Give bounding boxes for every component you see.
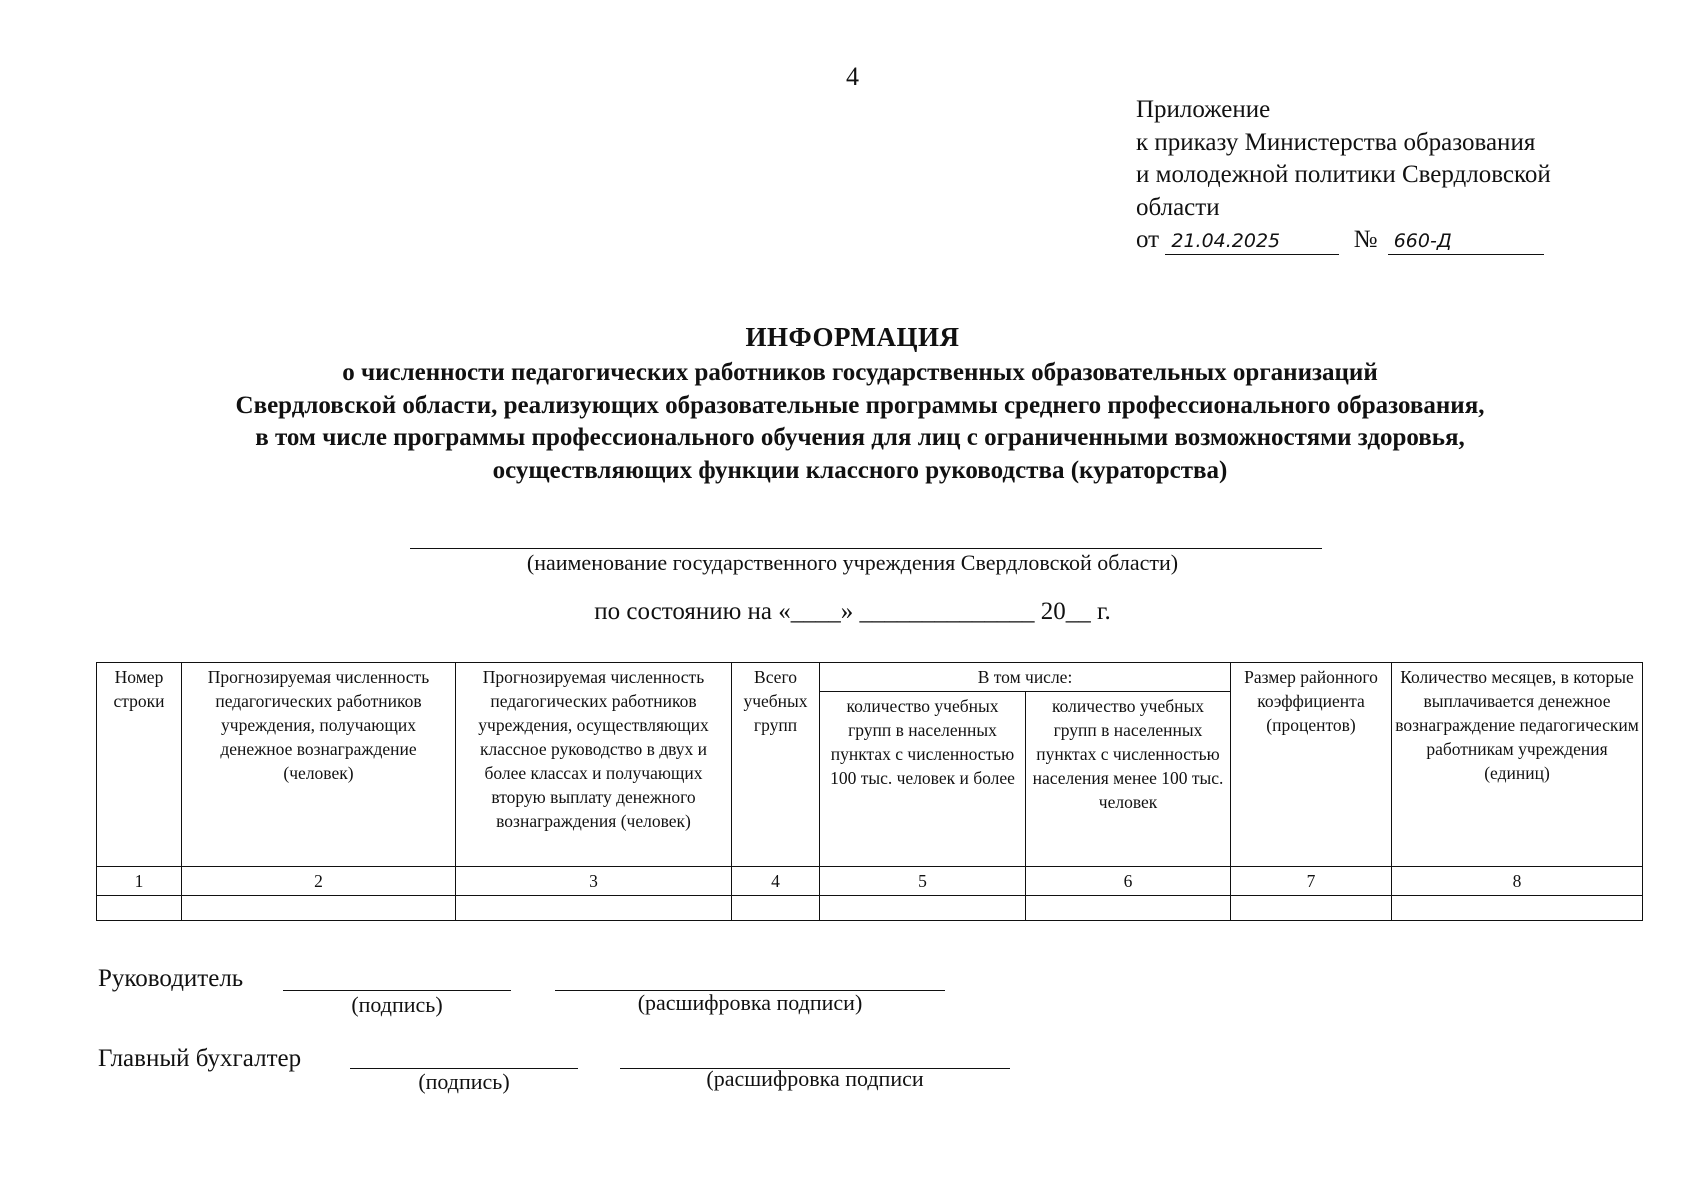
column-number: 4 [732, 867, 820, 896]
form-table [96, 662, 1643, 921]
appendix-line: к приказу Министерства образования [1136, 128, 1536, 156]
head-signature-caption: (подпись) [351, 992, 443, 1017]
document-title: ИНФОРМАЦИЯ [745, 322, 960, 352]
header-forecast-staff-two-classes: Прогнозируемая численность педагогических работников учреждения, осуществляющих классное руководство в двух и более классах и получающих вторую выплату денежного вознаграждения (человек) [456, 663, 732, 867]
subtitle-line: о численности педагогических работников государственных образовательных организаций [342, 359, 1378, 386]
head-label: Руководитель [98, 965, 244, 992]
header-row-number: Номер строки [97, 663, 182, 867]
column-number: 7 [1231, 867, 1392, 896]
header-months-count: Количество месяцев, в которые выплачивается денежное вознаграждение педагогическим работникам учреждения (единиц) [1392, 663, 1643, 867]
order-date-number [1136, 224, 1551, 257]
column-number: 5 [820, 867, 1026, 896]
subtitle-line: осуществляющих функции классного руководства (кураторства) [492, 456, 1228, 484]
column-number: 1 [97, 867, 182, 896]
header-including: В том числе: [820, 663, 1231, 692]
column-number: 6 [1026, 867, 1231, 896]
order-date: 21.04.2025 [1165, 228, 1339, 255]
subtitle-line: в том числе программы профессионального обучения для лиц с ограниченными возможностями здоровья, [255, 424, 1465, 451]
header-groups-large-settlements: количество учебных групп в населенных пунктах с численностью 100 тыс. человек и более [820, 692, 1026, 867]
institution-caption: (наименование государственного учреждения Свердловской области) [526, 550, 1179, 575]
institution-name-line [410, 548, 1322, 549]
as-of-date: по состоянию на «____» ______________ 20__ г. [594, 598, 1111, 625]
head-signature-line[interactable] [283, 990, 511, 991]
column-number: 8 [1392, 867, 1643, 896]
order-number: 660-Д [1388, 228, 1544, 255]
appendix-line: и молодежной политики Свердловской [1136, 161, 1551, 188]
column-numbers-row [97, 867, 1643, 896]
table-cell[interactable] [732, 896, 820, 921]
table-cell[interactable] [182, 896, 456, 921]
table-cell[interactable] [1231, 896, 1392, 921]
page-number: 4 [846, 62, 859, 91]
document-subtitle [60, 357, 1660, 487]
table-cell[interactable] [97, 896, 182, 921]
header-row [97, 663, 1643, 692]
appendix-line: Приложение [1136, 96, 1271, 123]
subtitle-line: Свердловской области, реализующих образовательные программы среднего профессионального образования, [235, 391, 1485, 419]
header-total-groups: Всего учебных групп [732, 663, 820, 867]
accountant-signature-caption: (подпись) [418, 1069, 510, 1094]
table-cell[interactable] [456, 896, 732, 921]
accountant-label: Главный бухгалтер [98, 1045, 302, 1072]
column-number: 2 [182, 867, 456, 896]
number-prefix: № [1353, 226, 1378, 253]
table-cell[interactable] [1026, 896, 1231, 921]
accountant-decode-caption: (расшифровка подписи [706, 1066, 924, 1091]
column-number: 3 [456, 867, 732, 896]
header-regional-coefficient: Размер районного коэффициента (процентов) [1231, 663, 1392, 867]
header-forecast-staff: Прогнозируемая численность педагогических работников учреждения, получающих денежное вознаграждение (человек) [182, 663, 456, 867]
table-row [97, 896, 1643, 921]
date-prefix: от [1136, 226, 1160, 253]
header-groups-small-settlements: количество учебных групп в населенных пунктах с численностью населения менее 100 тыс. человек [1026, 692, 1231, 867]
head-decode-caption: (расшифровка подписи) [637, 990, 863, 1015]
table-cell[interactable] [1392, 896, 1643, 921]
appendix-block [1136, 94, 1551, 257]
table-cell[interactable] [820, 896, 1026, 921]
appendix-line: области [1136, 193, 1220, 221]
